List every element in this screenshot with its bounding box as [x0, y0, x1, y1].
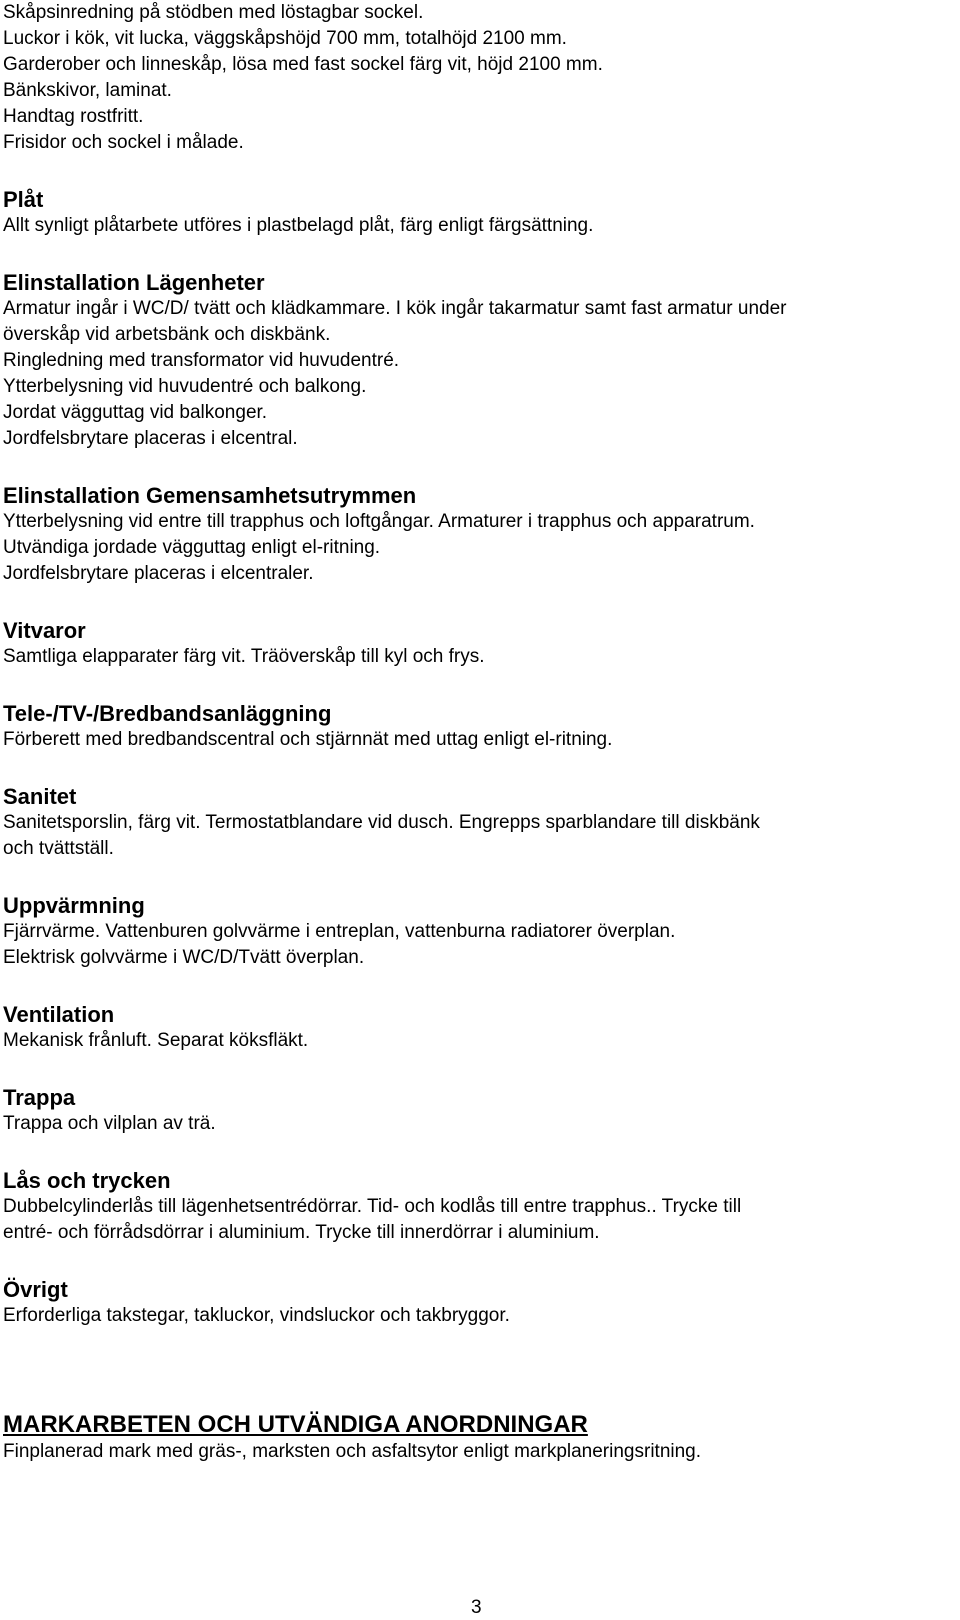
section-text: Armatur ingår i WC/D/ tvätt och klädkammare. I kök ingår takarmatur samt fast armatur under	[3, 298, 787, 319]
section-text: Mekanisk frånluft. Separat köksfläkt.	[3, 1030, 309, 1051]
section-markarbeten	[3, 1411, 953, 1465]
section-text: Utvändiga jordade vägguttag enligt el-ritning.	[3, 537, 381, 558]
section-elinstallation-gemensamhetsutrymmen	[3, 483, 953, 587]
intro-line: Bänkskivor, laminat.	[3, 80, 172, 101]
intro-line: Garderober och linneskåp, lösa med fast sockel färg vit, höjd 2100 mm.	[3, 54, 603, 75]
section-plat	[3, 187, 953, 239]
section-text: Ytterbelysning vid huvudentré och balkong.	[3, 376, 367, 397]
section-heading: Trappa	[3, 1085, 76, 1110]
document-page	[3, 0, 953, 1465]
intro-line: Frisidor och sockel i målade.	[3, 132, 244, 153]
section-text: Fjärrvärme. Vattenburen golvvärme i entreplan, vattenburna radiatorer överplan.	[3, 921, 676, 942]
section-heading: Övrigt	[3, 1277, 68, 1302]
intro-block	[3, 0, 953, 156]
section-text: Förberett med bredbandscentral och stjärnnät med uttag enligt el-ritning.	[3, 729, 613, 750]
section-heading: Ventilation	[3, 1002, 115, 1027]
section-text: Sanitetsporslin, färg vit. Termostatblandare vid dusch. Engrepps sparblandare till diskbänk	[3, 812, 760, 833]
section-heading: Elinstallation Lägenheter	[3, 270, 265, 295]
section-text: och tvättställ.	[3, 838, 114, 859]
section-ventilation	[3, 1002, 953, 1054]
section-vitvaror	[3, 618, 953, 670]
main-section-heading: MARKARBETEN OCH UTVÄNDIGA ANORDNINGAR	[3, 1411, 588, 1438]
section-heading: Sanitet	[3, 784, 77, 809]
section-heading: Lås och trycken	[3, 1168, 171, 1193]
section-ovrigt	[3, 1277, 953, 1329]
section-uppvarmning	[3, 893, 953, 971]
section-text: Jordfelsbrytare placeras i elcentral.	[3, 428, 298, 449]
section-tele-tv-bredband	[3, 701, 953, 753]
section-text: överskåp vid arbetsbänk och diskbänk.	[3, 324, 331, 345]
intro-line: Luckor i kök, vit lucka, väggskåpshöjd 700 mm, totalhöjd 2100 mm.	[3, 28, 567, 49]
intro-line: Skåpsinredning på stödben med löstagbar sockel.	[3, 2, 424, 23]
section-text: Finplanerad mark med gräs-, marksten och asfaltsytor enligt markplaneringsritning.	[3, 1441, 702, 1462]
section-text: Erforderliga takstegar, takluckor, vindsluckor och takbryggor.	[3, 1305, 510, 1326]
section-trappa	[3, 1085, 953, 1137]
section-text: Dubbelcylinderlås till lägenhetsentrédörrar. Tid- och kodlås till entre trapphus.. Trycke till	[3, 1196, 742, 1217]
section-heading: Tele-/TV-/Bredbandsanläggning	[3, 701, 332, 726]
section-text: entré- och förrådsdörrar i aluminium. Trycke till innerdörrar i aluminium.	[3, 1222, 600, 1243]
section-heading: Elinstallation Gemensamhetsutrymmen	[3, 483, 417, 508]
section-heading: Vitvaror	[3, 618, 86, 643]
section-elinstallation-lagenheter	[3, 270, 953, 452]
section-las-och-trycken	[3, 1168, 953, 1246]
section-heading: Plåt	[3, 187, 44, 212]
section-heading: Uppvärmning	[3, 893, 145, 918]
section-text: Allt synligt plåtarbete utföres i plastbelagd plåt, färg enligt färgsättning.	[3, 215, 594, 236]
intro-line: Handtag rostfritt.	[3, 106, 144, 127]
page-number: 3	[471, 1597, 482, 1618]
section-text: Jordfelsbrytare placeras i elcentraler.	[3, 563, 314, 584]
section-text: Samtliga elapparater färg vit. Träöverskåp till kyl och frys.	[3, 646, 485, 667]
section-text: Ytterbelysning vid entre till trapphus och loftgångar. Armaturer i trapphus och apparatrum.	[3, 511, 755, 532]
section-text: Jordat vägguttag vid balkonger.	[3, 402, 268, 423]
section-text: Trappa och vilplan av trä.	[3, 1113, 216, 1134]
section-text: Elektrisk golvvärme i WC/D/Tvätt överplan.	[3, 947, 365, 968]
section-sanitet	[3, 784, 953, 862]
section-text: Ringledning med transformator vid huvudentré.	[3, 350, 400, 371]
